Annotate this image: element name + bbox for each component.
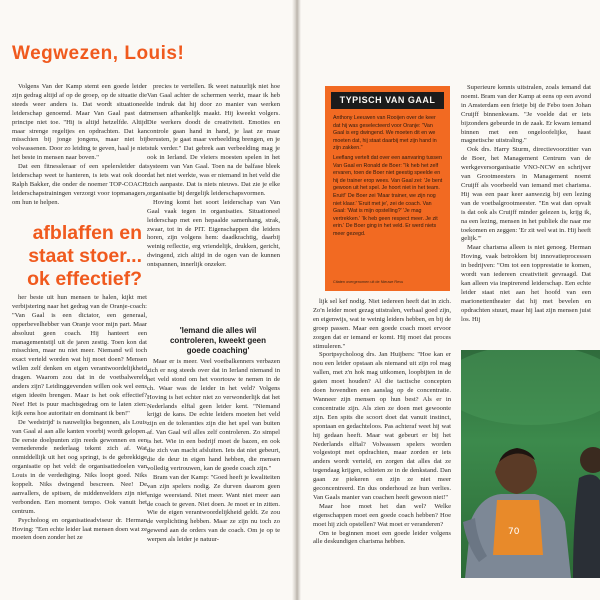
paragraph: Dat een fitnessleraar of een spelersleider dat leiderschap weet te hanteren, is iets wat ook door Ralph Bakker, die onder de noemer TOP-COACH leiderschapstrainingen verzorgt voor topmanagers, om hun te helpen.: [12, 163, 147, 206]
sidebar-box-title: TYPISCH VAN GAAL: [331, 92, 444, 109]
right-page-right-column: [461, 84, 591, 346]
paragraph: Bram van der Kamp: "Goed heeft je kwaliteiten van zijn spelers nodig. Ze durven daarom geen enige weerstand. Niet meer. Want niet meer aan de coach te geven. Niet doen. Je moet er in zitten. Wie de eigen verantwoordelijkheid geldt. Ze zou de verplichting hebben. Maar ze zijn nu toch zo gewend aan de orders van de coach. Om je op te werpen als leider je natuur-: [147, 473, 280, 544]
paragraph: Maar er is meer. Veel voetbalkenners verbazen zich er nog steeds over dat in Ierland niemand in het veld stond om het voortouw te nemen in de ch. Waar was de leider in het veld? Volgens Hoving is het echter niet zo verwonderlijk dat het Nederlands elftal geen leider kent. "Niemand krijgt de kans. De echte leiders moeten het veld zijn en de toleranties zijn die het spel van buiten af. Van Gaal wil alles zelf controleren. Zo simpel is het. Wie in een bedrijf moet de bazen, en ook die zich van macht afsluiten. Iets dat niet gebeurt, die de deur in eigen hand hebben, die mensen volledig vertrouwen, kan de goede coach zijn.": [147, 358, 280, 472]
middle-column-top: [147, 83, 280, 321]
heading-line: afblaffen en: [32, 222, 142, 244]
middle-column-bottom: [147, 358, 280, 596]
page-gutter: [292, 0, 301, 600]
paragraph: Om te beginnen moet een goede leider volgens alle deskundigen charisma hebben.: [313, 529, 451, 546]
player-photo: [461, 350, 600, 578]
sidebar-box: [325, 86, 450, 291]
paragraph: Superieure kennis uitstralen, zoals iemand dat noemt. Bram van der Kamp at eens op een avond in Amsterdam een frietje bij de Febo toen Johan Cruijff binnenkwam. "Je voelde dat er iets bijzonders gebeurde in de zaak. Er kwam iemand binnen met een ongeloofelijke, haast magnetische uitstraling.": [461, 84, 591, 145]
paragraph: Hoving komt het soort leiderschap van Van Gaal vaak tegen in organisaties. Situationeel leiderschap met een hepaalde samenhang, strak, zwaar, tot in de PIT. Eigenschappen die leiders horen, zijn volgens hem: daadkrachtig, daarbij weinig reflectie, erg vriendelijk, drukken, gericht, dwingend, zich altijd in de ogen van de kunnen ontspannen, innerlijk onzeker.: [147, 198, 280, 269]
paragraph: Psycholoog en organisatieadviseur dr. Herman Hoving: "Een echte leider laat mensen doen wat ze moeten doen zonder het ze: [12, 516, 147, 542]
orange-heading: [0, 222, 142, 291]
left-column-top: [12, 83, 147, 218]
sidebar-box-body: [333, 115, 443, 239]
right-page-middle-column: [313, 298, 451, 596]
paragraph: De 'wedstrijd' is nauwelijks begonnen, als Louis van Gaal al aan alle kanten voorbij wordt gelopen. De eerste doelpunten zijn reeds gewonnen en een vernederende nederlaag tekent zich af. Wat onmiddellijk uit het oog springt, is de gebrekkige organisatie op het veld: de organisatiedoelen van Louis in de verdediging. Niks loopt goed. Niks koppelt. Niks dwingend bescreen. Nee! De aanvallers, de spitsen, de middenvelders zijn niet verbonden. Een moment tempo. Ook vanuit het centrum.: [12, 418, 147, 515]
sidebar-paragraph: Leeflang vertelt dat over een aanvaring tussen Van Gaal en Ronald de Boer: "Ik heb het zelf ervaren, toen de Boer niet geestig speelde en hij de trainer erop wees. Van Gaal zei: 'Je bent gewoon uit het spel. Je hoort niet in het team. Eruit!' De Boer zei 'Maar trainer, we zijn nog niet klaar.' 'Eruit met je', zei de coach. Van Gaal: 'Wat is mijn opstelling?' 'Je mag vertrekken.' 'Ik heb geen respect meer. Je zit erin.' De Boer ging in het veld. Er werd niets meer gezegd.: [333, 154, 443, 237]
pull-quote: 'Iemand die alles wil controleren, kweekt geen goede coaching': [169, 326, 267, 355]
heading-line: ok effectief?: [27, 268, 142, 290]
paragraph: her beste uit hun mensen te halen, kijkt met verbijstering naar het gedrag van de Oranje-coach: "Van Gaal is een dictator, een generaal, opperbevelhebber van Oranje voor mijn part. Maar absoluut geen coach. Hij hanteert een managementstijl uit de jaren zestig. Toen kon dat misschien, maar nu niet meer. Niemand wil toch exact verteld worden wat hij moet doen? Mensen willen zelf denken en eigen verantwoordelijkheid dragen. Waarom zou dat in de voetbalwereld anders zijn? Leidinggevenden willen ook wel eens eigen ideeën brengen. Maar is het ook effectief? Nee! Het is puur machtsgedrag om te laten zien: kijk eens hoe autoritair en dominant ik ben!": [12, 294, 147, 417]
paragraph: Maar charisma alleen is niet genoeg. Herman Hoving, vaak betrokken bij innovatieprocessen in bedrijven: "Om tot een topprestatie te komen, wordt van iedereen creativiteit gevraagd. Dat kan alleen via inspirerend leiderschap. Een echte leider staat niet aan het hoofd van een marionettentheater dat hij met bevelen en opdrachten stuurt, maar hij laat zijn mensen juist los. Hij: [461, 244, 591, 323]
bib-number: 70: [508, 527, 520, 537]
paragraph: Maar hoe moet het dan wel? Welke eigenschappen moet een goede coach hebben? Hoe moet hij zich opstellen? Wat moet er veranderen?: [313, 502, 451, 528]
player-illustration: [461, 350, 600, 578]
paragraph: Sportpsycholoog drs. Jan Huijbers: "Hoe kan er nou een leider opstaan als niemand uit zijn rol mag vallen, met z'n hok mag uitkomen, loopbijten in de gaten moet houden? Al die tactische concepten doen hovendien een aanslag op de concentratie. Wanneer zijn mensen op hun best? Als er in concentratie zijn. Als zien ze doen met gewoonte zijn. Een spits die scoort doet dat vanuit instinct, spontaan en gedachteloos. Pas achteraf weet hij wat hij gedaan heeft. Maar wat gebeurt er bij het Nederlands elftal? Volwassen spelers worden volgestopt met opdrachten, maar zorden er iets anders wordt verteld, en zorgen dat alles dat ze tegendaag krijgen, schieten ze in de denkstand. Dan gaan ze piekeren en zijn ze niet meer geconcentreerd. En dus onderhoud ze hun verlies. Van Gaals manier van coachen heeft gewoon niet!": [313, 351, 451, 501]
left-page: [0, 0, 296, 600]
heading-line: staat stoer...: [28, 245, 142, 267]
left-column-bottom: [12, 294, 147, 596]
article-title: Wegwezen, Louis!: [12, 43, 185, 64]
paragraph: lijk sel kef nodig. Niet iedereen heeft dat in zich. Zo'n leider moet gezag uitstralen, verbaal goed zijn, en eigenwijs, wat te weinig leiders hebben, en bij de groep passen. Maar een goede coach moet ervoor zorgen dat er iemand er komt. Hij moet dat proces stimuleren.": [313, 298, 451, 350]
paragraph: Volgens Van der Kamp stemt een goede leider zijn gedrag altijd af op de groep, op de situatie die steeds weer anders is. Dat wordt situationeel leiderschap genoemd. Maar Van Gaal past dat principe niet toe. "Hij is altijd hetzelfde. Altijd maar strenge regeltjes en opdrachten. Dat kan misschien bij jonge jongens, maar niet bij volwassenen. Door zo leiding te geven, haal je niet het beste in mensen naar boven.": [12, 83, 147, 162]
sidebar-paragraph: Anthony Leeuwen van Rooijen over de keer dat hij was geselecteerd voor Oranje: "Van Gaal is erg dwingend. We moeten dit en we moeten dat, hij staat daarbij met zijn hand in zijn zakken.": [333, 115, 437, 152]
paragraph: precies te vertellen. Ik weet natuurlijk niet hoe Van Gaal achter de schermen werkt, maar ik heb de indruk dat hij door zo manier van werken mensen afhankelijk maakt. Hij kweekt volgers. Die werkers doodt de creativiteit. Emoties en controle gaan hand in hand, je laat ze maar berusten, je gaat maar verbeelding brengen, en je stuk verder." Dat gebrek aan verbeelding mag je ook in Ierland. De vleiers moesten spelen in het systeem van Van Gaal. Toen na de balfase bleek dat het niet werkte, was er niemand in het veld die zich aanpaste. Dat is niets nieuws. Dat zie je elke organisatie bij dergelijk leiderschapsvormen.: [147, 83, 280, 197]
sidebar-box-source: Citaten overgenomen uit de Nieuwe Revu: [333, 280, 404, 284]
paragraph: Ook drs. Harry Sturm, directievoorzitter van de Boer, het Management Centrum van de werkgeversorganisatie VNO-NCW en schrijver van Grootmeesters in Management noemt Cruijff als voorbeeld van iemand met charisma. Hij was een paar keer aanwezig bij een lezing van de voetbalgrootmeester. "En wat dan opvalt is dat ook als Cruijff minder gelezen is, krijg ik, na een lezing, mensen in het publiek die naar me toekomen en zeggen: 'Er zit wel wat in. Hij heeft gelijk.'": [461, 146, 591, 243]
